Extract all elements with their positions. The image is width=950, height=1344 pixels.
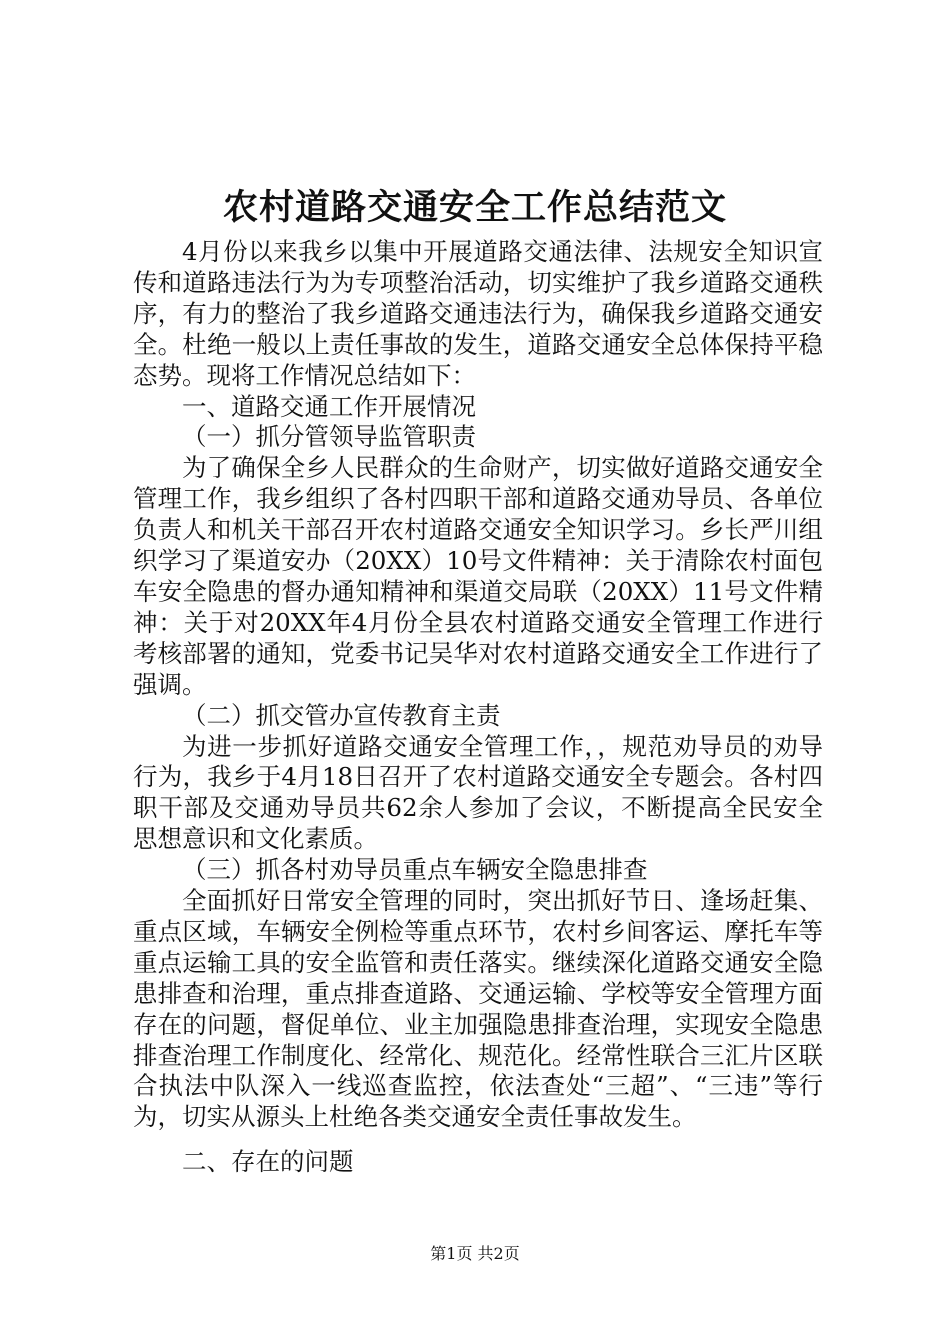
- subsection-heading-1: （一）抓分管领导监管职责: [182, 422, 476, 452]
- subsection-heading-2: （二）抓交管办宣传教育主责: [182, 700, 501, 730]
- document-title: 农村道路交通安全工作总结范文: [222, 188, 727, 228]
- subsection-2-paragraph: 为进一步抓好道路交通安全管理工作，，规范劝导员的劝导行为，我乡于4月18日召开了农村道路交通安全专题会。各村四职干部及交通劝导员共62余人参加了会议，不断提高全民安全思想意识和文化素质。: [133, 731, 823, 854]
- document-body: [133, 237, 823, 1178]
- page-number-footer: 第1页 共2页: [430, 1244, 520, 1263]
- section-heading-2: 二、存在的问题: [182, 1147, 354, 1177]
- intro-paragraph: 4月份以来我乡以集中开展道路交通法律、法规安全知识宣传和道路违法行为为专项整治活动，切实维护了我乡道路交通秩序，有力的整治了我乡道路交通违法行为，确保我乡道路交通安全。杜绝一般以上责任事故的发生，道路交通安全总体保持平稳态势。现将工作情况总结如下：: [133, 237, 823, 390]
- subsection-1-paragraph: 为了确保全乡人民群众的生命财产，切实做好道路交通安全管理工作，我乡组织了各村四职干部和道路交通劝导员、各单位负责人和机关干部召开农村道路交通安全知识学习。乡长严川组织学习了渠道安办（20XX）10号文件精神：关于清除农村面包车安全隐患的督办通知精神和渠道交局联（20XX）11号文件精神：关于对20XX年4月份全县农村道路交通安全管理工作进行考核部署的通知，党委书记吴华对农村道路交通安全工作进行了强调。: [133, 453, 823, 699]
- subsection-3-paragraph: 全面抓好日常安全管理的同时，突出抓好节日、逢场赶集、重点区域，车辆安全例检等重点环节，农村乡间客运、摩托车等重点运输工具的安全监管和责任落实。继续深化道路交通安全隐患排查和治理，重点排查道路、交通运输、学校等安全管理方面存在的问题，督促单位、业主加强隐患排查治理，实现安全隐患排查治理工作制度化、经常化、规范化。经常性联合三汇片区联合执法中队深入一线巡查监控，依法查处“三超”、“三违”等行为，切实从源头上杜绝各类交通安全责任事故发生。: [133, 886, 823, 1132]
- subsection-heading-3: （三）抓各村劝导员重点车辆安全隐患排查: [182, 855, 648, 885]
- section-heading-1: 一、道路交通工作开展情况: [182, 391, 476, 421]
